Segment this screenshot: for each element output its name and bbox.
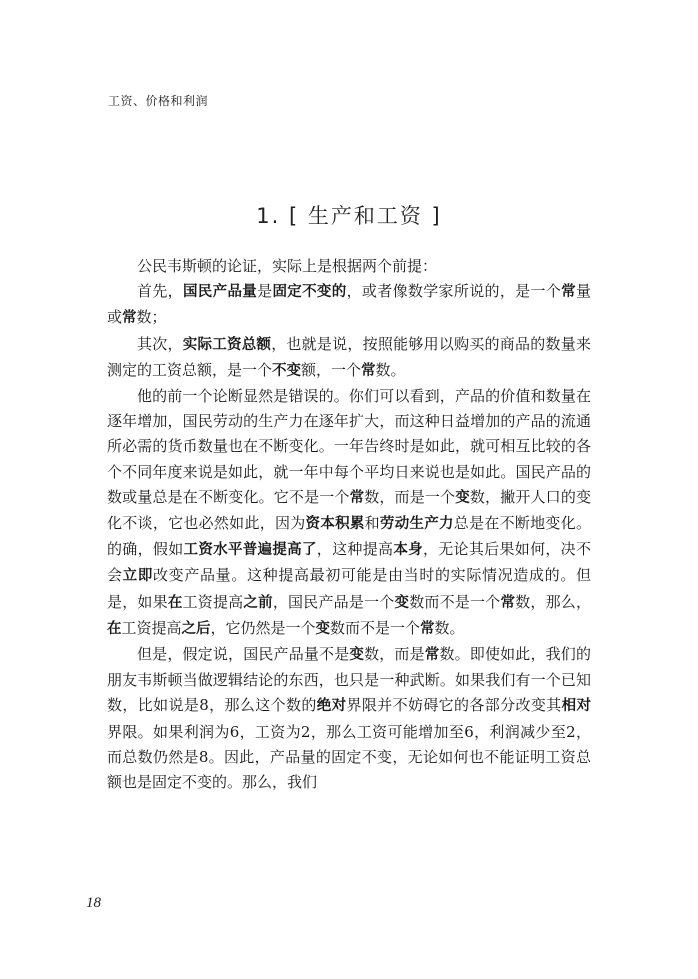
emphasized-text: 国民产品量 xyxy=(182,284,258,301)
text-run: ，或者像数学家所说的，是一个 xyxy=(346,282,562,301)
text-run: 和 xyxy=(364,514,380,533)
text-run: 数而不是一个 xyxy=(409,592,501,611)
text-run: 数，而是一个 xyxy=(364,487,456,506)
emphasized-text: 变 xyxy=(349,647,365,664)
text-run: 数。即使如此，我们的朋友韦斯顿当做逻辑结论的东西，也只是一种武断。如果我们有一个已知数，比如说是8，那么这个数的 xyxy=(107,645,591,715)
text-run: 工资提高 xyxy=(121,618,182,637)
text-run: ，这种提高 xyxy=(316,540,394,559)
text-run: 数，那么， xyxy=(515,592,592,611)
text-run: 额，一个 xyxy=(301,360,362,379)
emphasized-text: 本身 xyxy=(393,542,423,559)
emphasized-text: 在 xyxy=(107,620,122,637)
emphasized-text: 实际工资总额 xyxy=(182,336,272,353)
emphasized-text: 不变 xyxy=(272,362,302,379)
emphasized-text: 立即 xyxy=(122,568,154,585)
text-run: 工资提高 xyxy=(182,592,244,611)
text-run: 数而不是一个 xyxy=(330,618,421,637)
emphasized-text: 之前 xyxy=(243,594,273,611)
text-run: ，国民产品是一个 xyxy=(272,592,395,611)
emphasized-text: 绝对 xyxy=(316,698,347,715)
paragraph xyxy=(107,279,591,331)
chapter-title: 1. [ 生产和工资 ] xyxy=(256,204,442,229)
text-run: 其次， xyxy=(137,334,183,353)
text-run: 总是在不断地变化。的确，假如 xyxy=(107,514,591,559)
text-run: 是 xyxy=(257,282,273,301)
text-run: 界限。如果利润为6，工资为2，那么工资可能增加至6，利润减少至2，而总数仍然是8。因此，产品量的固定不变，无论如何也不能证明工资总额也是固定不变的。那么，我们 xyxy=(107,722,591,792)
emphasized-text: 之后 xyxy=(181,620,211,637)
paragraph xyxy=(107,384,591,642)
emphasized-text: 在 xyxy=(167,594,183,611)
text-run: 改变产品量。这种提高最初可能是由当时的实际情况造成的。但是，如果 xyxy=(107,566,591,611)
paragraph xyxy=(107,642,591,795)
text-run: 数。 xyxy=(434,618,465,637)
text-run: 数，撇开人口的变化不谈，它也必然如此，因为 xyxy=(107,487,591,533)
emphasized-text: 变 xyxy=(394,594,410,611)
paragraph xyxy=(107,332,591,384)
emphasized-text: 资本积累 xyxy=(305,516,365,533)
emphasized-text: 变 xyxy=(315,620,331,637)
text-run: 量或 xyxy=(107,282,591,327)
text-run: 他的前一个论断显然是错误的。你们可以看到，产品的价值和数量在逐年增加，国民劳动的生产力在逐年扩大，而这种日益增加的产品的流通所必需的货币数量也在不断变化。一年告终时是如此，就可相互比较的各个不同年度来说是如此，就一年中每个平均日来说也是如此。国民产品的数或量总是在不断变化。它不是一个 xyxy=(107,387,591,506)
text-run: ，它仍然是一个 xyxy=(210,618,316,637)
emphasized-text: 相对 xyxy=(561,698,592,715)
text-run: 但是，假定说，国民产品量不是 xyxy=(137,645,350,664)
text-run: ，也就是说，按照能够用以购买的商品的数量来测定的工资总额，是一个 xyxy=(107,334,591,379)
emphasized-text: 常 xyxy=(424,647,440,664)
body-text xyxy=(107,254,591,795)
emphasized-text: 常 xyxy=(561,284,576,301)
emphasized-text: 固定不变的 xyxy=(272,284,347,301)
emphasized-text: 常 xyxy=(361,362,376,379)
emphasized-text: 常 xyxy=(420,620,435,637)
page-number: 18 xyxy=(86,895,101,911)
text-run: 首先， xyxy=(137,282,183,301)
emphasized-text: 劳动生产力 xyxy=(379,516,454,533)
emphasized-text: 工资水平普遍提高了 xyxy=(183,542,317,559)
text-run: 数，而是 xyxy=(364,645,425,664)
text-run: ，无论其后果如何，决不会 xyxy=(107,540,591,585)
text-run: 界限并不妨碍它的各部分改变其 xyxy=(346,696,562,715)
text-run: 数。 xyxy=(375,360,406,379)
running-head: 工资、价格和利润 xyxy=(108,94,209,108)
text-run: 数； xyxy=(136,308,167,327)
text-run: 公民韦斯顿的论证，实际上是根据两个前提： xyxy=(137,257,438,275)
emphasized-text: 常 xyxy=(122,310,137,327)
emphasized-text: 常 xyxy=(500,594,516,611)
paragraph xyxy=(107,254,591,279)
emphasized-text: 变 xyxy=(455,489,470,506)
emphasized-text: 常 xyxy=(349,489,365,506)
